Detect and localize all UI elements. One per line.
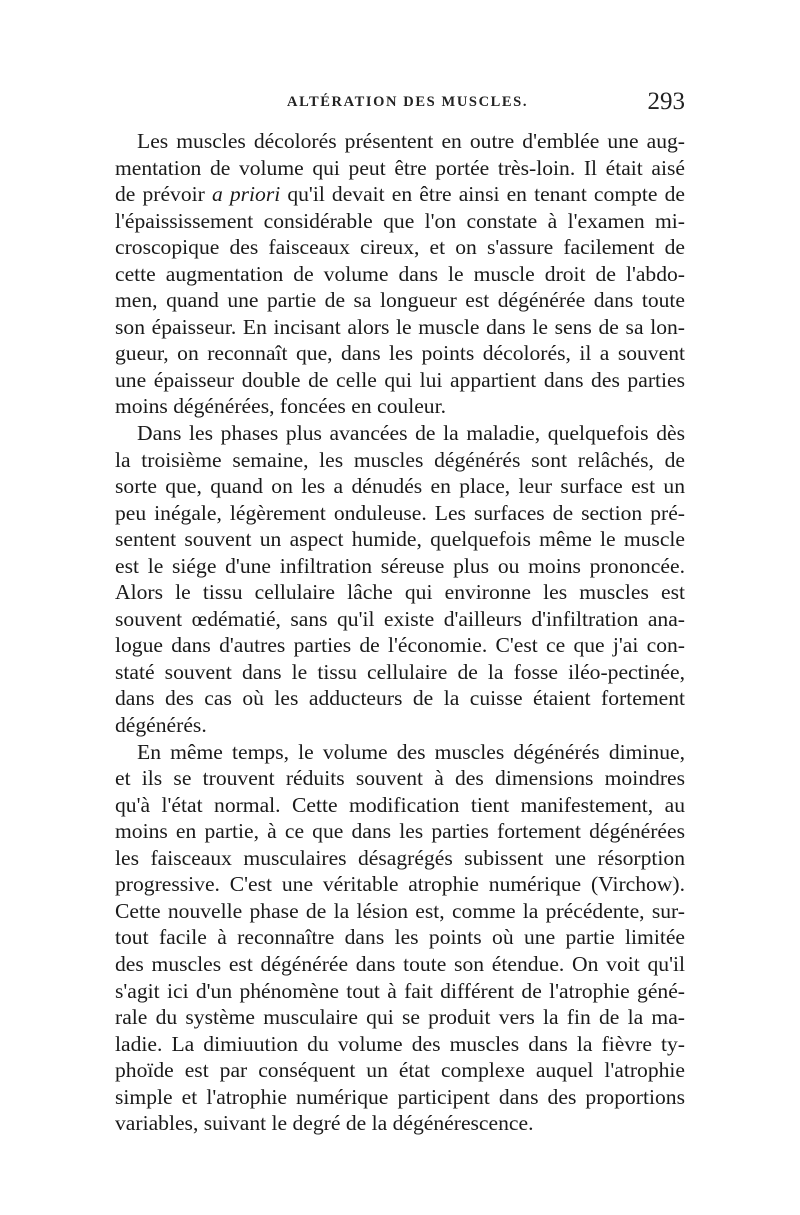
text-line: logue dans d'autres parties de l'économie. C'est ce que j'ai con- bbox=[115, 633, 685, 658]
text-line: simple et l'atrophie numérique participent dans des proportions bbox=[115, 1084, 685, 1109]
text-line: rale du système musculaire qui se produit vers la fin de la ma- bbox=[115, 1005, 685, 1030]
text-line bbox=[115, 181, 685, 208]
text-line: est le siége d'une infiltration séreuse plus ou moins prononcée. bbox=[115, 553, 685, 578]
paragraph-1 bbox=[115, 128, 685, 420]
text-line: la troisième semaine, les muscles dégénérés sont relâchés, de bbox=[115, 447, 685, 472]
text-line: son épaisseur. En incisant alors le muscle dans le sens de sa lon- bbox=[115, 314, 685, 339]
text-line: staté souvent dans le tissu cellulaire de la fosse iléo-pectinée, bbox=[115, 659, 685, 684]
text-line: Alors le tissu cellulaire lâche qui environne les muscles est bbox=[115, 580, 685, 605]
text-line: dans des cas où les adducteurs de la cuisse étaient fortement bbox=[115, 686, 685, 711]
text-line: variables, suivant le degré de la dégénérescence. bbox=[115, 1111, 534, 1136]
paragraph-3 bbox=[115, 739, 685, 1137]
text-line: ladie. La dimiuution du volume des muscles dans la fièvre ty- bbox=[115, 1031, 685, 1056]
text-line: phoïde est par conséquent un état complexe auquel l'atrophie bbox=[115, 1058, 685, 1083]
text-line: tout facile à reconnaître dans les points où une partie limitée bbox=[115, 925, 685, 950]
text-line: les faisceaux musculaires désagrégés subissent une résorption bbox=[115, 845, 685, 870]
text-line: sorte que, quand on les a dénudés en place, leur surface est un bbox=[115, 474, 685, 499]
paragraph-2 bbox=[115, 420, 685, 739]
italic-term: a priori bbox=[211, 182, 281, 207]
text-line: sentent souvent un aspect humide, quelquefois même le muscle bbox=[115, 527, 685, 552]
text-line: mentation de volume qui peut être portée très-loin. Il était aisé bbox=[115, 155, 685, 180]
text-line: l'épaississement considérable que l'on constate à l'examen mi- bbox=[115, 208, 685, 233]
body-text bbox=[115, 128, 685, 1137]
text-line-segment: qu'il devait en être ainsi en tenant compte de bbox=[280, 182, 685, 207]
text-line: souvent œdématié, sans qu'il existe d'ailleurs d'infiltration ana- bbox=[115, 606, 685, 631]
text-line: Les muscles décolorés présentent en outre d'emblée une aug- bbox=[137, 129, 685, 153]
page-header bbox=[115, 88, 685, 124]
text-line: une épaisseur double de celle qui lui appartient dans des parties bbox=[115, 367, 685, 392]
text-line: men, quand une partie de sa longueur est dégénérée dans toute bbox=[115, 288, 685, 313]
text-line: gueur, on reconnaît que, dans les points décolorés, il a souvent bbox=[115, 341, 685, 366]
text-line: des muscles est dégénérée dans toute son étendue. On voit qu'il bbox=[115, 951, 685, 976]
text-line: s'agit ici d'un phénomène tout à fait différent de l'atrophie géné- bbox=[115, 978, 685, 1003]
text-line: Dans les phases plus avancées de la maladie, quelquefois dès bbox=[137, 421, 685, 446]
text-line-segment: de prévoir bbox=[115, 182, 212, 207]
text-line: moins dégénérées, foncées en couleur. bbox=[115, 394, 446, 419]
text-line: En même temps, le volume des muscles dégénérés diminue, bbox=[137, 739, 685, 764]
page-number: 293 bbox=[647, 88, 685, 115]
text-line: et ils se trouvent réduits souvent à des dimensions moindres bbox=[115, 766, 685, 791]
text-line: croscopique des faisceaux cireux, et on s'assure facilement de bbox=[115, 235, 685, 260]
text-line: Cette nouvelle phase de la lésion est, comme la précédente, sur- bbox=[115, 898, 685, 923]
text-line: qu'à l'état normal. Cette modification tient manifestement, au bbox=[115, 792, 685, 817]
text-line: cette augmentation de volume dans le muscle droit de l'abdo- bbox=[115, 261, 685, 286]
running-title: ALTÉRATION DES MUSCLES. bbox=[287, 94, 529, 110]
text-line: peu inégale, légèrement onduleuse. Les surfaces de section pré- bbox=[115, 500, 685, 525]
text-line: moins en partie, à ce que dans les parties fortement dégénérées bbox=[115, 819, 685, 844]
text-line: dégénérés. bbox=[115, 713, 207, 738]
text-line: progressive. C'est une véritable atrophie numérique (Virchow). bbox=[115, 872, 685, 897]
